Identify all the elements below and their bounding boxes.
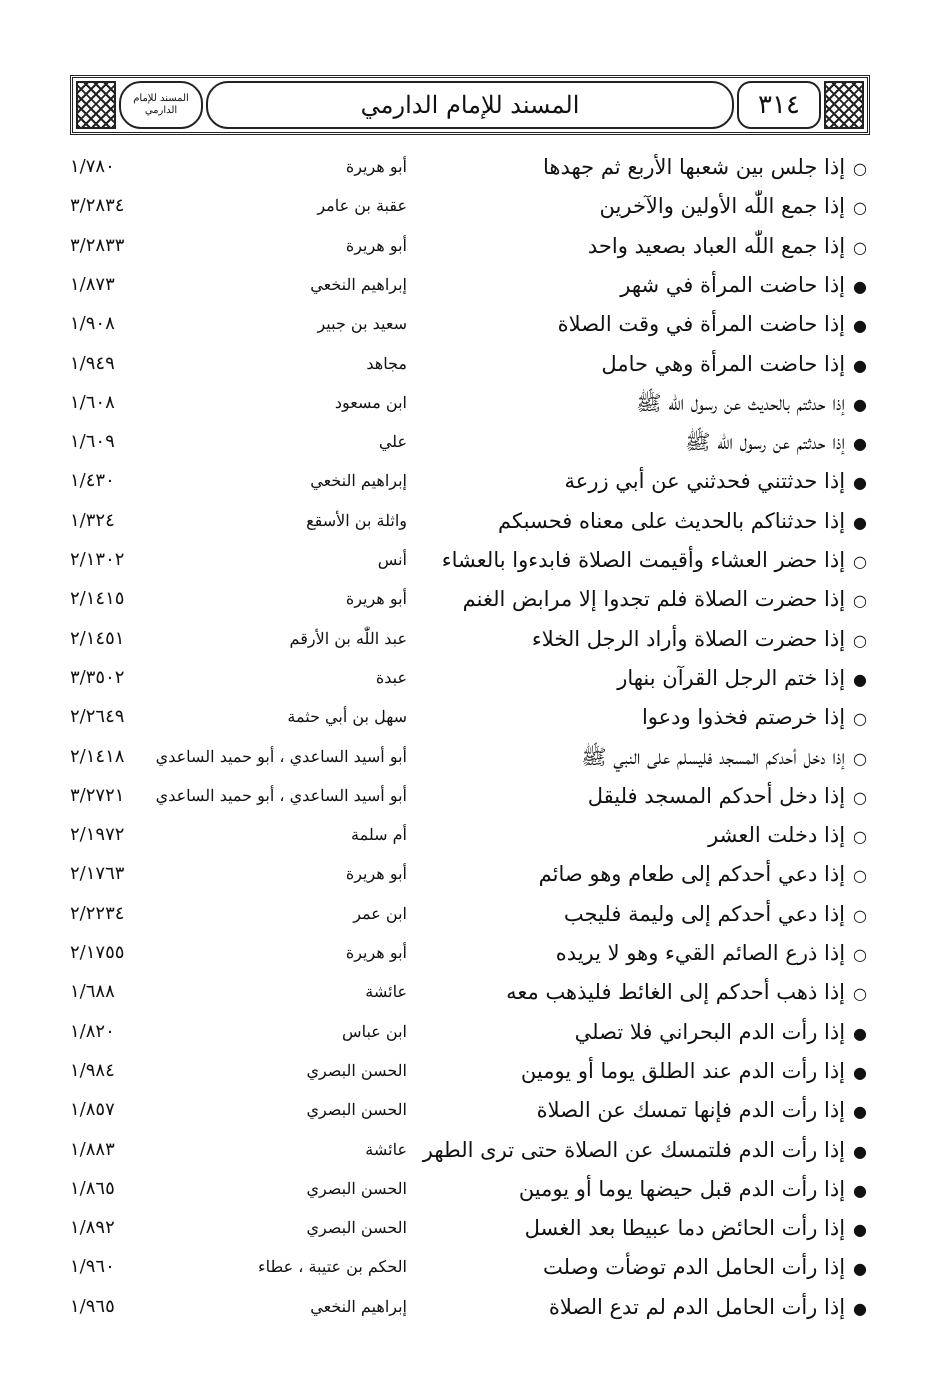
narrator: مجاهد: [366, 353, 407, 373]
index-row: [0, 659, 937, 697]
entry-marker: ○: [853, 866, 867, 886]
hadith-text-cell: [447, 462, 867, 502]
entry-marker: ○: [853, 748, 867, 768]
hadith-text-cell: [447, 855, 867, 895]
index-row: [0, 934, 937, 972]
hadith-text: إذا حاضت المرأة في وقت الصلاة: [557, 312, 846, 337]
reference-number: ١/٩٨٤: [70, 1059, 115, 1081]
narrator: أبو أسيد الساعدي ، أبو حميد الساعدي: [155, 785, 407, 805]
index-row: [0, 345, 937, 383]
index-row: [0, 816, 937, 854]
reference-number: ١/٨٩٢: [70, 1217, 115, 1239]
hadith-text: إذا رأت الحامل الدم توضأت وصلت: [543, 1255, 846, 1280]
hadith-text-cell: [447, 148, 867, 188]
index-row: [0, 462, 937, 500]
reference-number: ٢/١٤٥١: [70, 627, 125, 649]
narrator: ابن عباس: [342, 1021, 407, 1041]
narrator: عائشة: [365, 1139, 407, 1159]
hadith-text-cell: [447, 895, 867, 935]
entry-marker: ●: [853, 473, 867, 493]
narrator: عبد اللّٰه بن الأرقم: [289, 628, 407, 648]
entry-marker: ●: [853, 1220, 867, 1240]
narrator: الحكم بن عتيبة ، عطاء: [258, 1257, 407, 1277]
entry-marker: ○: [853, 159, 867, 178]
reference-number: ١/٩٦٥: [70, 1295, 115, 1317]
entry-marker: ○: [853, 591, 867, 611]
index-row: [0, 777, 937, 815]
hadith-text: إذا دعي أحدكم إلى وليمة فليجب: [563, 901, 846, 926]
hadith-text: إذا جمع اللّٰه الأولين والآخرين: [599, 194, 846, 219]
hadith-text-cell: [447, 738, 867, 778]
hadith-text: إذا رأت الدم فإنها تمسك عن الصلاة: [536, 1098, 846, 1123]
index-row: [0, 541, 937, 579]
entry-marker: ●: [853, 1023, 867, 1043]
hadith-text: إذا حاضت المرأة في شهر: [620, 272, 846, 297]
reference-number: ١/٦٠٩: [70, 431, 115, 453]
narrator: أبو هريرة: [345, 864, 407, 884]
reference-number: ١/٧٨٠: [70, 156, 115, 177]
entry-marker: ○: [853, 827, 867, 847]
hadith-text: إذا رأت الدم البحراني فلا تصلي: [574, 1019, 846, 1044]
narrator: سهل بن أبي حثمة: [287, 707, 407, 727]
hadith-text-cell: [447, 620, 867, 660]
hadith-text-cell: [447, 1288, 867, 1328]
hadith-text-cell: [447, 1013, 867, 1053]
reference-number: ١/٨٦٥: [70, 1177, 115, 1199]
hadith-text-cell: [447, 1170, 867, 1210]
reference-number: ١/٤٣٠: [70, 470, 115, 492]
hadith-text-cell: [441, 541, 867, 581]
narrator: الحسن البصري: [306, 1178, 407, 1198]
hadith-text-cell: [447, 227, 867, 267]
reference-number: ٣/٢٨٣٣: [70, 234, 125, 256]
hadith-text: إذا ذهب أحدكم إلى الغائط فليذهب معه: [506, 980, 846, 1005]
index-row: [0, 698, 937, 736]
hadith-text-cell: [447, 1248, 867, 1288]
hadith-text: إذا حضرت الصلاة وأراد الرجل الخلاء: [531, 626, 846, 651]
reference-number: ٢/٢٢٣٤: [70, 902, 125, 924]
index-row: [0, 1013, 937, 1051]
index-row: [0, 1052, 937, 1090]
hadith-text: إذا حدثتم بالحديث عن رسول اللّٰه ﷺ: [636, 390, 846, 415]
narrator: أم سلمة: [351, 825, 407, 845]
entry-marker: ●: [853, 434, 867, 454]
reference-number: ١/٣٢٤: [70, 509, 115, 531]
index-row: [0, 1131, 937, 1169]
reference-number: ١/٦٨٨: [70, 981, 115, 1003]
reference-number: ٢/١٧٥٥: [70, 942, 125, 963]
narrator: أبو هريرة: [345, 157, 407, 176]
index-row: [0, 502, 937, 540]
reference-number: ٢/١٤١٥: [70, 588, 125, 610]
index-row: [0, 266, 937, 304]
entry-marker: ●: [853, 276, 867, 296]
reference-number: ٢/١٧٦٣: [70, 863, 125, 885]
entry-marker: ○: [853, 905, 867, 925]
reference-number: ٢/٢٦٤٩: [70, 706, 125, 728]
entry-marker: ○: [853, 198, 867, 218]
narrator: عقبة بن عامر: [317, 196, 407, 216]
hadith-text: إذا رأت الحائض دما عبيطا بعد الغسل: [524, 1216, 846, 1241]
narrator: أنس: [377, 550, 407, 569]
reference-number: ١/٨٥٧: [70, 1099, 115, 1121]
hadith-text: إذا رأت الدم قبل حيضها يوما أو يومين: [518, 1176, 846, 1201]
header-seal: المسند للإمام الدارمي: [119, 81, 203, 129]
entry-marker: ○: [853, 787, 867, 807]
page-number: ٣١٤: [737, 81, 821, 129]
hadith-text-cell: [447, 345, 867, 385]
ornament-left: [76, 81, 116, 129]
hadith-text: إذا حدثتني فحدثني عن أبي زرعة: [564, 469, 846, 494]
reference-number: ١/٩٦٠: [70, 1256, 115, 1278]
entry-marker: ○: [853, 630, 867, 650]
index-row: [0, 148, 937, 186]
hadith-text-cell: [447, 187, 867, 227]
reference-number: ٢/١٩٧٢: [70, 824, 125, 846]
hadith-text: إذا رأت الحامل الدم لم تدع الصلاة: [548, 1294, 846, 1319]
index-row: [0, 855, 937, 893]
entry-marker: ●: [853, 1102, 867, 1122]
hadith-text: إذا دخلت العشر: [708, 823, 846, 848]
hadith-text: إذا حاضت المرأة وهي حامل: [601, 351, 846, 376]
index-row: [0, 895, 937, 933]
hadith-text: إذا رأت الدم عند الطلق يوما أو يومين: [520, 1058, 846, 1083]
index-row: [0, 384, 937, 422]
hadith-text-cell: [447, 1091, 867, 1131]
entry-marker: ●: [853, 316, 867, 336]
entry-marker: ○: [853, 552, 867, 571]
reference-number: ٢/١٣٠٢: [70, 549, 125, 570]
narrator: عبدة: [375, 667, 407, 687]
reference-number: ٣/٢٧٢١: [70, 784, 125, 806]
hadith-text-cell: [447, 580, 867, 620]
index-row: [0, 738, 937, 776]
entry-marker: ●: [853, 1298, 867, 1318]
index-row: [0, 1170, 937, 1208]
entry-marker: ●: [853, 669, 867, 689]
index-row: [0, 580, 937, 618]
index-row: [0, 1091, 937, 1129]
hadith-text: إذا حدثناكم بالحديث على معناه فحسبكم: [498, 508, 846, 533]
entry-marker: ○: [853, 984, 867, 1004]
narrator: أبو هريرة: [345, 589, 407, 609]
reference-number: ٢/١٤١٨: [70, 745, 125, 767]
hadith-text-cell: [447, 934, 867, 974]
hadith-text-cell: [447, 777, 867, 817]
index-row: [0, 1288, 937, 1326]
hadith-text: إذا حدثتم عن رسول اللّٰه ﷺ: [685, 430, 846, 455]
index-row: [0, 1248, 937, 1286]
narrator: علي: [378, 432, 407, 452]
hadith-text: إذا خرصتم فخذوا ودعوا: [641, 705, 846, 730]
reference-number: ١/٦٠٨: [70, 391, 115, 413]
book-title: المسند للإمام الدارمي: [206, 81, 734, 129]
hadith-text: إذا دخل أحدكم المسجد فليسلم على النبي ﷺ: [581, 744, 846, 769]
entry-marker: ●: [853, 512, 867, 532]
narrator: ابن مسعود: [334, 392, 407, 412]
narrator: إبراهيم النخعي: [310, 1296, 407, 1316]
entry-marker: ○: [853, 237, 867, 257]
hadith-text: إذا رأت الدم فلتمسك عن الصلاة حتى ترى الطهر: [422, 1137, 846, 1162]
narrator: سعيد بن جبير: [317, 314, 407, 334]
narrator: أبو هريرة: [345, 943, 407, 962]
hadith-text-cell: [447, 266, 867, 306]
narrator: أبو هريرة: [345, 235, 407, 255]
narrator: عائشة: [365, 982, 407, 1002]
narrator: الحسن البصري: [306, 1060, 407, 1080]
reference-number: ١/٨٨٣: [70, 1138, 115, 1160]
entry-marker: ●: [853, 1180, 867, 1200]
index-row: [0, 187, 937, 225]
hadith-text-cell: [447, 384, 867, 424]
hadith-text-cell: [447, 1052, 867, 1092]
reference-number: ١/٨٧٣: [70, 273, 115, 295]
hadith-text: إذا جمع اللّٰه العباد بصعيد واحد: [587, 233, 846, 258]
hadith-text: إذا ذرع الصائم القيء وهو لا يريده: [555, 941, 846, 965]
narrator: إبراهيم النخعي: [310, 471, 407, 491]
hadith-text: إذا دعي أحدكم إلى طعام وهو صائم: [538, 862, 846, 887]
index-row: [0, 305, 937, 343]
narrator: الحسن البصري: [306, 1218, 407, 1238]
entry-marker: ●: [853, 1259, 867, 1279]
entry-marker: ●: [853, 1141, 867, 1161]
reference-number: ١/٩٤٩: [70, 352, 115, 374]
page-header: [70, 75, 870, 135]
hadith-text-cell: [447, 659, 867, 699]
index-row: [0, 423, 937, 461]
entry-marker: ○: [853, 945, 867, 964]
hadith-text: إذا ختم الرجل القرآن بنهار: [617, 665, 846, 690]
entry-marker: ●: [853, 394, 867, 414]
narrator: ابن عمر: [353, 903, 407, 923]
hadith-text: إذا حضرت الصلاة فلم تجدوا إلا مرابض الغنم: [462, 587, 846, 612]
index-row: [0, 620, 937, 658]
hadith-text-cell: [447, 502, 867, 542]
hadith-text: إذا جلس بين شعبها الأربع ثم جهدها: [542, 155, 846, 179]
hadith-text-cell: [447, 305, 867, 345]
hadith-text-cell: [447, 973, 867, 1013]
entry-marker: ●: [853, 1062, 867, 1082]
index-row: [0, 1209, 937, 1247]
hadith-text: إذا حضر العشاء وأقيمت الصلاة فابدءوا بالعشاء: [441, 548, 846, 572]
narrator: واثلة بن الأسقع: [306, 510, 407, 530]
entry-marker: ○: [853, 709, 867, 729]
hadith-text-cell: [447, 816, 867, 856]
index-row: [0, 227, 937, 265]
narrator: أبو أسيد الساعدي ، أبو حميد الساعدي: [155, 746, 407, 766]
hadith-text-cell: [447, 1209, 867, 1249]
hadith-text-cell: [447, 423, 867, 463]
hadith-text-cell: [447, 698, 867, 738]
reference-number: ١/٨٢٠: [70, 1020, 115, 1042]
reference-number: ٣/٣٥٠٢: [70, 666, 125, 688]
hadith-text: إذا دخل أحدكم المسجد فليقل: [587, 783, 846, 808]
reference-number: ٣/٢٨٣٤: [70, 195, 125, 217]
index-row: [0, 973, 937, 1011]
entry-marker: ●: [853, 355, 867, 375]
narrator: الحسن البصري: [306, 1100, 407, 1120]
hadith-text-cell: [422, 1131, 867, 1171]
narrator: إبراهيم النخعي: [310, 274, 407, 294]
reference-number: ١/٩٠٨: [70, 313, 115, 335]
ornament-right: [824, 81, 864, 129]
